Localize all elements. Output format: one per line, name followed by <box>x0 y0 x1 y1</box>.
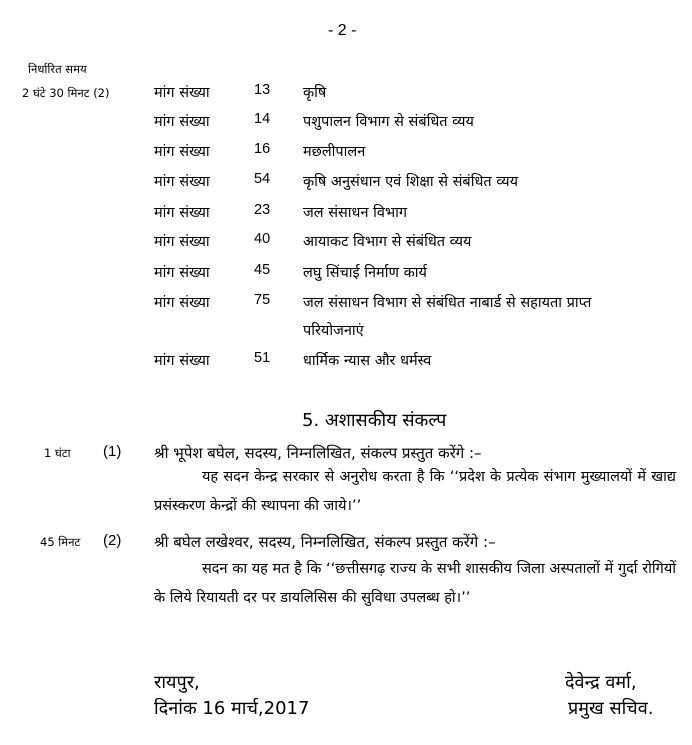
demand-number: 75 <box>254 292 271 308</box>
demand-label: मांग संख्या <box>154 114 210 130</box>
demand-number: 14 <box>254 111 271 127</box>
demand-label: मांग संख्या <box>154 144 210 160</box>
footer-designation: प्रमुख सचिव. <box>568 698 654 719</box>
demand-number: 51 <box>254 350 271 366</box>
demand-row <box>0 141 692 167</box>
resolution-text: सदन का यह मत है कि ‘‘छत्तीसगढ़ राज्य के सभी शासकीय जिला अस्पतालों में गुर्दा रोगियों के लिये रियायती दर पर डायलिसिस की सुविधा उपलब्ध हो।’’ <box>154 561 676 606</box>
demand-row <box>0 292 692 339</box>
section-heading: 5. अशासकीय संकल्प <box>302 410 447 431</box>
demand-row <box>0 350 692 376</box>
resolution-time: 1 घंटा <box>44 446 71 460</box>
demand-row <box>0 231 692 257</box>
demand-row <box>0 171 692 197</box>
demand-subject-continued: परियोजनाएं <box>303 323 364 339</box>
footer-date: दिनांक 16 मार्च,2017 <box>154 698 310 719</box>
demand-label: मांग संख्या <box>154 234 210 250</box>
demand-subject: कृषि <box>303 85 327 101</box>
demand-row <box>0 82 692 108</box>
demand-label: मांग संख्या <box>154 353 210 369</box>
demand-row <box>0 111 692 137</box>
demand-row <box>0 262 692 288</box>
demand-subject: धार्मिक न्यास और धर्मस्व <box>303 353 432 369</box>
demand-number: 13 <box>254 82 271 98</box>
demand-subject: मछलीपालन <box>303 144 366 160</box>
time-allotted-header: निर्धारित समय <box>28 62 87 76</box>
time-allotted-demands: 2 घंटे 30 मिनट (2) <box>22 86 110 100</box>
resolution-time: 45 मिनट <box>40 535 81 549</box>
demand-subject: जल संसाधन विभाग <box>303 205 408 221</box>
resolution-index: (2) <box>103 532 122 549</box>
demand-subject: पशुपालन विभाग से संबंधित व्यय <box>303 114 474 130</box>
demand-label: मांग संख्या <box>154 295 210 311</box>
resolution-mover: श्री भूपेश बघेल, सदस्य, निम्नलिखित, संकल्प प्रस्तुत करेंगे :– <box>154 444 482 462</box>
footer-place: रायपुर, <box>154 672 200 693</box>
resolution-mover: श्री बघेल लखेश्वर, सदस्य, निम्नलिखित, संकल्प प्रस्तुत करेंगे :– <box>154 533 496 551</box>
demand-number: 40 <box>254 231 271 247</box>
demand-number: 54 <box>254 171 271 187</box>
demand-number: 45 <box>254 262 271 278</box>
demand-number: 23 <box>254 202 271 218</box>
page-number: - 2 - <box>328 22 357 39</box>
demand-label: मांग संख्या <box>154 85 210 101</box>
demand-label: मांग संख्या <box>154 174 210 190</box>
demand-subject: आयाकट विभाग से संबंधित व्यय <box>303 234 472 250</box>
demand-subject: लघु सिंचाई निर्माण कार्य <box>303 265 427 281</box>
demand-row <box>0 202 692 228</box>
demand-label: मांग संख्या <box>154 265 210 281</box>
demand-label: मांग संख्या <box>154 205 210 221</box>
resolution-index: (1) <box>103 443 122 460</box>
footer-signatory: देवेन्द्र वर्मा, <box>565 672 637 693</box>
demand-subject: जल संसाधन विभाग से संबंधित नाबार्ड से सहायता प्राप्त <box>303 295 592 311</box>
demand-subject: कृषि अनुसंधान एवं शिक्षा से संबंधित व्यय <box>303 174 519 190</box>
resolution-text: यह सदन केन्द्र सरकार से अनुरोध करता है कि ‘‘प्रदेश के प्रत्येक संभाग मुख्यालयों में खाद्य प्रसंस्करण केन्द्रों की स्थापना की जाये।’’ <box>154 469 676 514</box>
demand-number: 16 <box>254 141 271 157</box>
